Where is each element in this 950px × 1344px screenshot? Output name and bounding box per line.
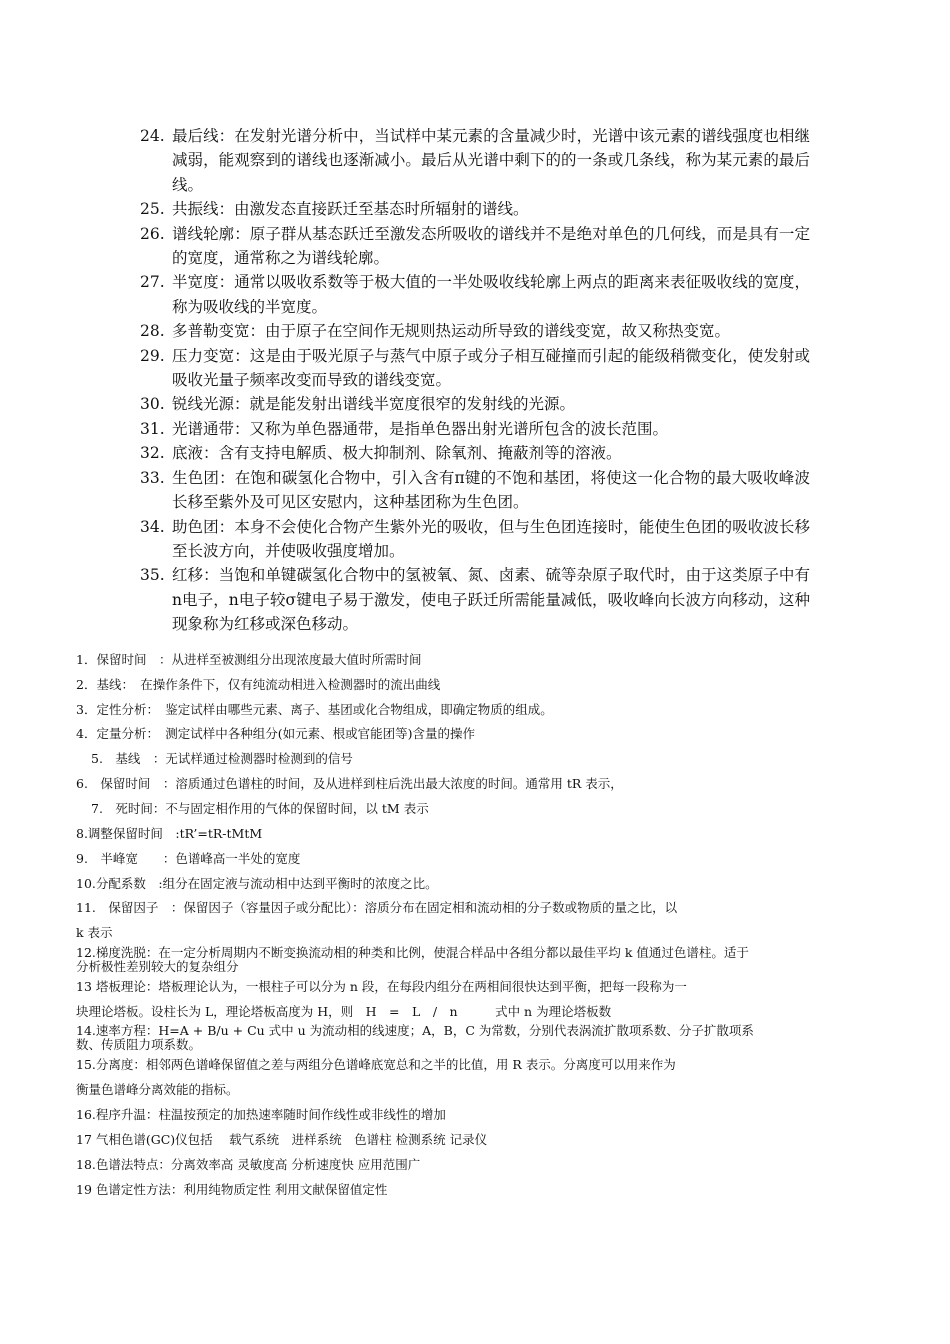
item-text: 锐线光源：就是能发射出谱线半宽度很窄的发射线的光源。 — [172, 395, 576, 414]
term-line-4: 4．定量分析： 测定试样中各种组分(如元素、根或官能团等)含量的操作 — [76, 726, 475, 741]
item-text: 半宽度：通常以吸收系数等于极大值的一半处吸收线轮廓上两点的距离来表征吸收线的宽度，称为吸收线的半宽度。 — [172, 273, 810, 316]
term-line-2: 2．基线： 在操作条件下，仅有纯流动相进入检测器时的流出曲线 — [76, 677, 441, 692]
item-text: 红移：当饱和单键碳氢化合物中的氢被氧、氮、卤素、硫等杂原子取代时，由于这类原子中有n电子，n电子较σ键电子易于激发，使电子跃迁所需能量减低，吸收峰向长波方向移动，这种现象称为红移或深色移动。 — [172, 566, 810, 634]
item-text: 助色团：本身不会使化合物产生紫外光的吸收，但与生色团连接时，能使生色团的吸收波长移至长波方向，并使吸收强度增加。 — [172, 517, 810, 560]
term-line-5: 5. 基线 ：无试样通过检测器时检测到的信号 — [91, 751, 353, 766]
list-item — [140, 270, 810, 319]
term-line-18: 18.色谱法特点：分离效率高 灵敏度高 分析速度快 应用范围广 — [76, 1157, 421, 1172]
list-item — [140, 392, 810, 416]
item-text: 多普勒变宽：由于原子在空间作无规则热运动所导致的谱线变宽，故又称热变宽。 — [172, 322, 731, 341]
term-line-8: 8.调整保留时间 :tR’=tR-tMtM — [76, 826, 263, 841]
term-line-1: 1．保留时间 ：从进样至被测组分出现浓度最大值时所需时间 — [76, 652, 422, 667]
list-item — [140, 466, 810, 515]
list-item — [140, 222, 810, 271]
item-number: 30. — [140, 395, 165, 414]
item-text: 生色团：在饱和碳氢化合物中，引入含有π键的不饱和基团，将使这一化合物的最大吸收峰波长移至紫外及可见区安慰内，这种基团称为生色团。 — [172, 468, 810, 512]
item-text: 最后线：在发射光谱分析中，当试样中某元素的含量减少时，光谱中该元素的谱线强度也相继减弱，能观察到的谱线也逐渐减小。最后从光谱中剩下的的一条或几条线，称为某元素的最后线。 — [172, 127, 810, 194]
item-number: 26. — [140, 224, 165, 243]
list-item — [140, 124, 810, 197]
list-item — [140, 441, 810, 465]
item-number: 33. — [140, 468, 165, 487]
item-text: 共振线：由激发态直接跃迁至基态时所辐射的谱线。 — [172, 200, 529, 219]
item-number: 24. — [140, 127, 165, 145]
term-line-11: 11. 保留因子 ：保留因子（容量因子或分配比）：溶质分布在固定相和流动相的分子数或物质的量之比，以 — [76, 900, 678, 915]
item-number: 29. — [140, 346, 165, 365]
term-line-11-cont: k 表示 — [76, 925, 113, 940]
term-line-19: 19 色谱定性方法：利用纯物质定性 利用文献保留值定性 — [76, 1182, 388, 1197]
definition-list-a — [140, 124, 810, 637]
item-number: 27. — [140, 273, 165, 292]
list-item — [140, 417, 810, 441]
list-item — [140, 344, 810, 393]
term-line-12: 12.梯度洗脱：在一定分析周期内不断变换流动相的种类和比例，使混合样品中各组分都以最佳平均 k 值通过色谱柱。适于分析极性差别较大的复杂组分 — [76, 945, 749, 974]
item-number: 32. — [140, 444, 165, 463]
term-line-15: 15.分离度：相邻两色谱峰保留值之差与两组分色谱峰底宽总和之半的比值，用 R 表示。分离度可以用来作为 — [76, 1057, 676, 1072]
item-text: 谱线轮廓：原子群从基态跃迁至激发态所吸收的谱线并不是绝对单色的几何线，而是具有一定的宽度，通常称之为谱线轮廓。 — [172, 224, 810, 268]
term-line-9: 9. 半峰宽 ：色谱峰高一半处的宽度 — [76, 851, 301, 866]
term-line-13-cont: 块理论塔板。设柱长为 L，理论塔板高度为 H，则 H = L / n 式中 n 为理论塔板数 — [76, 1004, 612, 1019]
item-text: 底液：含有支持电解质、极大抑制剂、除氧剂、掩蔽剂等的溶液。 — [172, 444, 622, 463]
item-text: 光谱通带：又称为单色器通带，是指单色器出射光谱所包含的波长范围。 — [172, 419, 669, 438]
term-line-6: 6. 保留时间 ：溶质通过色谱柱的时间，及从进样到柱后洗出最大浓度的时间。通常用 tR 表示， — [76, 776, 623, 791]
item-number: 31. — [140, 419, 165, 438]
term-line-17: 17 气相色谱(GC)仪包括 载气系统 进样系统 色谱柱 检测系统 记录仪 — [76, 1132, 488, 1147]
term-line-13: 13 塔板理论：塔板理论认为，一根柱子可以分为 n 段，在每段内组分在两相间很快达到平衡，把每一段称为一 — [76, 979, 687, 994]
item-text: 压力变宽：这是由于吸光原子与蒸气中原子或分子相互碰撞而引起的能级稍微变化，使发射或吸收光量子频率改变而导致的谱线变宽。 — [172, 346, 810, 390]
term-line-3: 3．定性分析： 鉴定试样由哪些元素、离子、基团或化合物组成，即确定物质的组成。 — [76, 702, 553, 717]
list-item — [140, 515, 810, 564]
list-item — [140, 197, 810, 221]
item-number: 28. — [140, 322, 165, 341]
list-item — [140, 319, 810, 343]
term-line-10: 10.分配系数 :组分在固定液与流动相中达到平衡时的浓度之比。 — [76, 876, 438, 891]
item-number: 25. — [140, 200, 165, 219]
term-line-14: 14.速率方程：H=A + B/u + Cu 式中 u 为流动相的线速度；A，B，C 为常数，分别代表涡流扩散项系数、分子扩散项系数、传质阻力项系数。 — [76, 1023, 754, 1052]
list-item — [140, 563, 810, 636]
item-number: 34. — [140, 517, 165, 536]
item-number: 35. — [140, 566, 165, 585]
term-line-16: 16.程序升温：柱温按预定的加热速率随时间作线性或非线性的增加 — [76, 1107, 446, 1122]
term-line-15-cont: 衡量色谱峰分离效能的指标。 — [76, 1082, 239, 1097]
term-line-7: 7. 死时间：不与固定相作用的气体的保留时间，以 tM 表示 — [91, 801, 429, 816]
